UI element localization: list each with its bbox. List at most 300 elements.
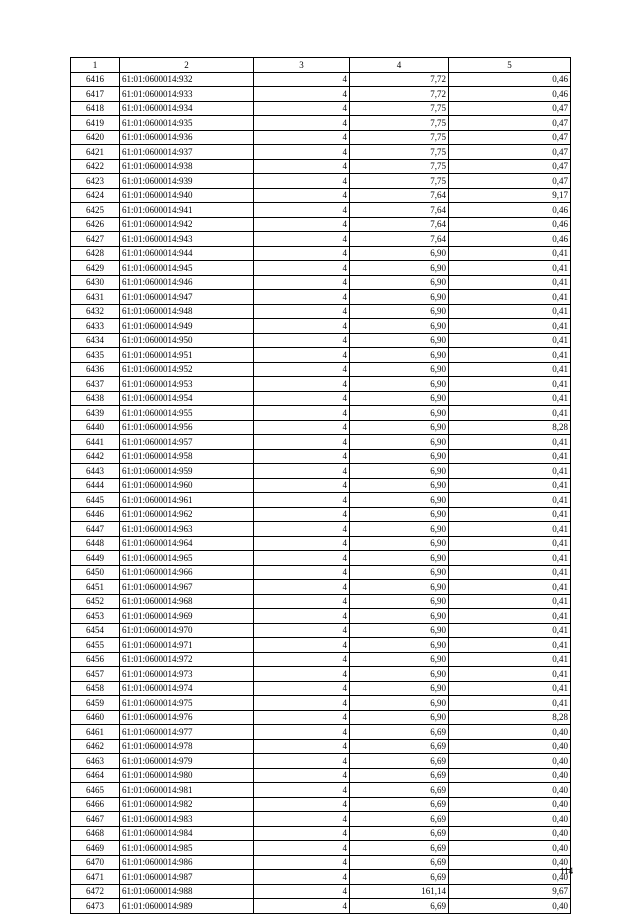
col3-cell: 4 [254,536,350,551]
table-row [71,812,571,827]
table-row [71,304,571,319]
cadastral-number-cell: 61:01:0600014:967 [120,580,254,595]
table-row [71,768,571,783]
table-row [71,203,571,218]
cadastral-number-cell: 61:01:0600014:964 [120,536,254,551]
cadastral-number-cell: 61:01:0600014:944 [120,246,254,261]
table-row [71,536,571,551]
col4-cell: 6,90 [350,420,449,435]
row-number-cell: 6417 [71,87,120,102]
table-row [71,696,571,711]
table-row [71,333,571,348]
col4-cell: 6,90 [350,638,449,653]
col3-cell: 4 [254,275,350,290]
col5-cell: 0,41 [449,304,571,319]
cadastral-number-cell: 61:01:0600014:948 [120,304,254,319]
col3-cell: 4 [254,478,350,493]
col4-cell: 6,90 [350,333,449,348]
row-number-cell: 6420 [71,130,120,145]
col3-cell: 4 [254,580,350,595]
cadastral-number-cell: 61:01:0600014:970 [120,623,254,638]
row-number-cell: 6441 [71,435,120,450]
table-row [71,493,571,508]
col3-cell: 4 [254,290,350,305]
col4-cell: 6,90 [350,522,449,537]
col5-cell: 0,40 [449,739,571,754]
col3-cell: 4 [254,304,350,319]
col4-cell: 6,69 [350,812,449,827]
col4-cell: 6,69 [350,855,449,870]
row-number-cell: 6431 [71,290,120,305]
col3-cell: 4 [254,377,350,392]
row-number-cell: 6430 [71,275,120,290]
row-number-cell: 6432 [71,304,120,319]
table-row [71,899,571,914]
cadastral-number-cell: 61:01:0600014:983 [120,812,254,827]
col4-cell: 7,75 [350,101,449,116]
col5-cell: 0,41 [449,319,571,334]
table-row [71,420,571,435]
cadastral-number-cell: 61:01:0600014:937 [120,145,254,160]
col4-cell: 7,64 [350,232,449,247]
col4-cell: 6,90 [350,449,449,464]
row-number-cell: 6463 [71,754,120,769]
cadastral-number-cell: 61:01:0600014:951 [120,348,254,363]
col4-cell: 6,90 [350,551,449,566]
cadastral-number-cell: 61:01:0600014:987 [120,870,254,885]
col5-cell: 0,41 [449,638,571,653]
header-row [71,58,571,73]
cadastral-number-cell: 61:01:0600014:939 [120,174,254,189]
col3-cell: 4 [254,203,350,218]
row-number-cell: 6454 [71,623,120,638]
row-number-cell: 6429 [71,261,120,276]
cadastral-number-cell: 61:01:0600014:945 [120,261,254,276]
col3-cell: 4 [254,464,350,479]
row-number-cell: 6461 [71,725,120,740]
table-row [71,797,571,812]
cadastral-number-cell: 61:01:0600014:973 [120,667,254,682]
col5-cell: 0,41 [449,696,571,711]
row-number-cell: 6424 [71,188,120,203]
table-row [71,725,571,740]
col5-cell: 0,46 [449,217,571,232]
col3-cell: 4 [254,754,350,769]
col5-cell: 0,41 [449,551,571,566]
col3-cell: 4 [254,609,350,624]
table-row [71,522,571,537]
col4-cell: 6,69 [350,783,449,798]
table-row [71,652,571,667]
col3-cell: 4 [254,391,350,406]
cadastral-number-cell: 61:01:0600014:978 [120,739,254,754]
col4-cell: 6,69 [350,826,449,841]
cadastral-number-cell: 61:01:0600014:933 [120,87,254,102]
table-row [71,319,571,334]
col3-cell: 4 [254,652,350,667]
col3-cell: 4 [254,710,350,725]
col4-cell: 6,90 [350,362,449,377]
table-row [71,275,571,290]
col4-cell: 7,64 [350,188,449,203]
row-number-cell: 6466 [71,797,120,812]
col3-cell: 4 [254,217,350,232]
col5-cell: 0,41 [449,536,571,551]
col5-cell: 0,41 [449,565,571,580]
col4-cell: 6,90 [350,348,449,363]
row-number-cell: 6426 [71,217,120,232]
cadastral-number-cell: 61:01:0600014:989 [120,899,254,914]
col3-cell: 4 [254,768,350,783]
col3-cell: 4 [254,159,350,174]
cadastral-number-cell: 61:01:0600014:959 [120,464,254,479]
col3-cell: 4 [254,739,350,754]
table-row [71,507,571,522]
col5-cell: 0,41 [449,362,571,377]
page-number: 114 [560,866,574,876]
col5-cell: 0,40 [449,899,571,914]
col3-cell: 4 [254,507,350,522]
col5-cell: 0,41 [449,275,571,290]
col4-cell: 6,90 [350,565,449,580]
cadastral-number-cell: 61:01:0600014:972 [120,652,254,667]
col3-cell: 4 [254,116,350,131]
col5-cell: 0,40 [449,797,571,812]
table-row [71,855,571,870]
cadastral-number-cell: 61:01:0600014:932 [120,72,254,87]
col4-cell: 7,64 [350,217,449,232]
col3-cell: 4 [254,319,350,334]
cadastral-number-cell: 61:01:0600014:950 [120,333,254,348]
col3-cell: 4 [254,870,350,885]
row-number-cell: 6434 [71,333,120,348]
row-number-cell: 6448 [71,536,120,551]
table-row [71,145,571,160]
col4-cell: 6,90 [350,507,449,522]
col5-cell: 0,41 [449,594,571,609]
cadastral-number-cell: 61:01:0600014:949 [120,319,254,334]
table-row [71,754,571,769]
cadastral-number-cell: 61:01:0600014:977 [120,725,254,740]
col5-cell: 0,46 [449,72,571,87]
row-number-cell: 6473 [71,899,120,914]
table-row [71,348,571,363]
row-number-cell: 6450 [71,565,120,580]
cadastral-number-cell: 61:01:0600014:942 [120,217,254,232]
col4-cell: 6,90 [350,290,449,305]
col4-cell: 6,69 [350,899,449,914]
cadastral-number-cell: 61:01:0600014:985 [120,841,254,856]
cadastral-number-cell: 61:01:0600014:938 [120,159,254,174]
row-number-cell: 6439 [71,406,120,421]
col4-cell: 6,69 [350,841,449,856]
cadastral-number-cell: 61:01:0600014:953 [120,377,254,392]
row-number-cell: 6452 [71,594,120,609]
table-row [71,623,571,638]
table-row [71,710,571,725]
cadastral-number-cell: 61:01:0600014:961 [120,493,254,508]
col3-cell: 4 [254,261,350,276]
table-row [71,667,571,682]
col3-cell: 4 [254,696,350,711]
row-number-cell: 6464 [71,768,120,783]
col4-cell: 6,90 [350,710,449,725]
col4-cell: 6,90 [350,493,449,508]
table-row [71,594,571,609]
row-number-cell: 6443 [71,464,120,479]
cadastral-number-cell: 61:01:0600014:947 [120,290,254,305]
row-number-cell: 6419 [71,116,120,131]
cadastral-number-cell: 61:01:0600014:946 [120,275,254,290]
row-number-cell: 6469 [71,841,120,856]
row-number-cell: 6449 [71,551,120,566]
col4-cell: 6,69 [350,754,449,769]
col5-cell: 0,46 [449,87,571,102]
col3-cell: 4 [254,899,350,914]
col5-cell: 0,41 [449,377,571,392]
table-row [71,72,571,87]
col5-cell: 0,41 [449,681,571,696]
cadastral-number-cell: 61:01:0600014:962 [120,507,254,522]
row-number-cell: 6472 [71,884,120,899]
table-row [71,188,571,203]
cadastral-number-cell: 61:01:0600014:936 [120,130,254,145]
row-number-cell: 6445 [71,493,120,508]
column-header-5: 5 [449,58,571,73]
cadastral-number-cell: 61:01:0600014:965 [120,551,254,566]
cadastral-number-cell: 61:01:0600014:952 [120,362,254,377]
table-body [71,72,574,913]
col3-cell: 4 [254,406,350,421]
col4-cell: 6,90 [350,536,449,551]
col5-cell: 0,41 [449,261,571,276]
table-row [71,87,571,102]
row-number-cell: 6460 [71,710,120,725]
col4-cell: 7,75 [350,145,449,160]
table-row [71,362,571,377]
column-header-3: 3 [254,58,350,73]
col5-cell: 0,40 [449,812,571,827]
col5-cell: 0,40 [449,826,571,841]
table-row [71,565,571,580]
table-row [71,826,571,841]
col3-cell: 4 [254,855,350,870]
cadastral-number-cell: 61:01:0600014:982 [120,797,254,812]
table-row [71,406,571,421]
col3-cell: 4 [254,130,350,145]
col4-cell: 7,72 [350,72,449,87]
table-row [71,609,571,624]
col3-cell: 4 [254,623,350,638]
cadastral-number-cell: 61:01:0600014:957 [120,435,254,450]
cadastral-number-cell: 61:01:0600014:955 [120,406,254,421]
row-number-cell: 6446 [71,507,120,522]
row-number-cell: 6428 [71,246,120,261]
col5-cell: 0,40 [449,768,571,783]
table-row [71,101,571,116]
col3-cell: 4 [254,174,350,189]
table-row [71,783,571,798]
cadastral-number-cell: 61:01:0600014:986 [120,855,254,870]
col5-cell: 0,41 [449,522,571,537]
cadastral-number-cell: 61:01:0600014:943 [120,232,254,247]
col3-cell: 4 [254,812,350,827]
cadastral-number-cell: 61:01:0600014:981 [120,783,254,798]
col3-cell: 4 [254,449,350,464]
row-number-cell: 6447 [71,522,120,537]
col3-cell: 4 [254,420,350,435]
cadastral-number-cell: 61:01:0600014:988 [120,884,254,899]
col3-cell: 4 [254,667,350,682]
col4-cell: 6,90 [350,275,449,290]
table-row [71,449,571,464]
col4-cell: 7,75 [350,174,449,189]
row-number-cell: 6418 [71,101,120,116]
col4-cell: 7,75 [350,116,449,131]
row-number-cell: 6462 [71,739,120,754]
col3-cell: 4 [254,565,350,580]
col5-cell: 0,41 [449,348,571,363]
col5-cell: 9,67 [449,884,571,899]
col3-cell: 4 [254,681,350,696]
col3-cell: 4 [254,638,350,653]
table-row [71,435,571,450]
col4-cell: 7,64 [350,203,449,218]
row-number-cell: 6425 [71,203,120,218]
col5-cell: 0,40 [449,783,571,798]
col5-cell: 0,41 [449,333,571,348]
col5-cell: 0,41 [449,623,571,638]
row-number-cell: 6433 [71,319,120,334]
col5-cell: 9,17 [449,188,571,203]
col4-cell: 7,75 [350,159,449,174]
col3-cell: 4 [254,101,350,116]
table-row [71,681,571,696]
col4-cell: 6,90 [350,246,449,261]
col5-cell: 0,40 [449,855,571,870]
col4-cell: 7,75 [350,130,449,145]
table-row [71,841,571,856]
column-header-1: 1 [71,58,120,73]
row-number-cell: 6442 [71,449,120,464]
col5-cell: 0,41 [449,449,571,464]
col3-cell: 4 [254,145,350,160]
col4-cell: 6,90 [350,609,449,624]
cadastral-number-cell: 61:01:0600014:969 [120,609,254,624]
col4-cell: 6,90 [350,652,449,667]
col3-cell: 4 [254,841,350,856]
col5-cell: 0,41 [449,391,571,406]
cadastral-number-cell: 61:01:0600014:966 [120,565,254,580]
cadastral-number-cell: 61:01:0600014:956 [120,420,254,435]
col5-cell: 0,41 [449,290,571,305]
col5-cell: 8,28 [449,420,571,435]
col4-cell: 6,90 [350,594,449,609]
col3-cell: 4 [254,551,350,566]
table-row [71,580,571,595]
cadastral-number-cell: 61:01:0600014:941 [120,203,254,218]
cadastral-number-cell: 61:01:0600014:935 [120,116,254,131]
cadastral-number-cell: 61:01:0600014:971 [120,638,254,653]
cadastral-number-cell: 61:01:0600014:975 [120,696,254,711]
col3-cell: 4 [254,493,350,508]
col3-cell: 4 [254,725,350,740]
row-number-cell: 6465 [71,783,120,798]
col3-cell: 4 [254,348,350,363]
table-row [71,739,571,754]
col4-cell: 6,69 [350,725,449,740]
col4-cell: 6,69 [350,797,449,812]
col4-cell: 6,90 [350,319,449,334]
row-number-cell: 6427 [71,232,120,247]
row-number-cell: 6455 [71,638,120,653]
cadastral-number-cell: 61:01:0600014:979 [120,754,254,769]
table-row [71,232,571,247]
col5-cell: 0,41 [449,652,571,667]
row-number-cell: 6416 [71,72,120,87]
col5-cell: 0,41 [449,464,571,479]
col4-cell: 6,90 [350,464,449,479]
col4-cell: 6,90 [350,406,449,421]
table-row [71,174,571,189]
col3-cell: 4 [254,594,350,609]
col5-cell: 0,41 [449,667,571,682]
col5-cell: 0,41 [449,507,571,522]
row-number-cell: 6421 [71,145,120,160]
cadastral-number-cell: 61:01:0600014:940 [120,188,254,203]
col5-cell: 0,41 [449,406,571,421]
row-number-cell: 6468 [71,826,120,841]
col4-cell: 6,90 [350,377,449,392]
table-row [71,116,571,131]
table-row [71,870,571,885]
col4-cell: 6,69 [350,870,449,885]
table-row [71,884,571,899]
row-number-cell: 6453 [71,609,120,624]
table-row [71,464,571,479]
col5-cell: 0,46 [449,232,571,247]
cadastral-number-cell: 61:01:0600014:974 [120,681,254,696]
col5-cell: 0,41 [449,609,571,624]
cadastral-number-cell: 61:01:0600014:984 [120,826,254,841]
col3-cell: 4 [254,188,350,203]
parcel-table [70,57,574,914]
col4-cell: 6,90 [350,261,449,276]
col4-cell: 6,90 [350,391,449,406]
col4-cell: 6,90 [350,304,449,319]
table-row [71,551,571,566]
col3-cell: 4 [254,362,350,377]
column-header-2: 2 [120,58,254,73]
col3-cell: 4 [254,826,350,841]
row-number-cell: 6456 [71,652,120,667]
table-row [71,478,571,493]
col4-cell: 6,90 [350,681,449,696]
col3-cell: 4 [254,783,350,798]
col4-cell: 6,90 [350,435,449,450]
col3-cell: 4 [254,333,350,348]
col5-cell: 0,47 [449,159,571,174]
table-row [71,391,571,406]
table-row [71,246,571,261]
row-number-cell: 6459 [71,696,120,711]
col3-cell: 4 [254,246,350,261]
col4-cell: 6,90 [350,667,449,682]
col3-cell: 4 [254,87,350,102]
table-row [71,638,571,653]
col5-cell: 0,41 [449,580,571,595]
col5-cell: 0,47 [449,101,571,116]
